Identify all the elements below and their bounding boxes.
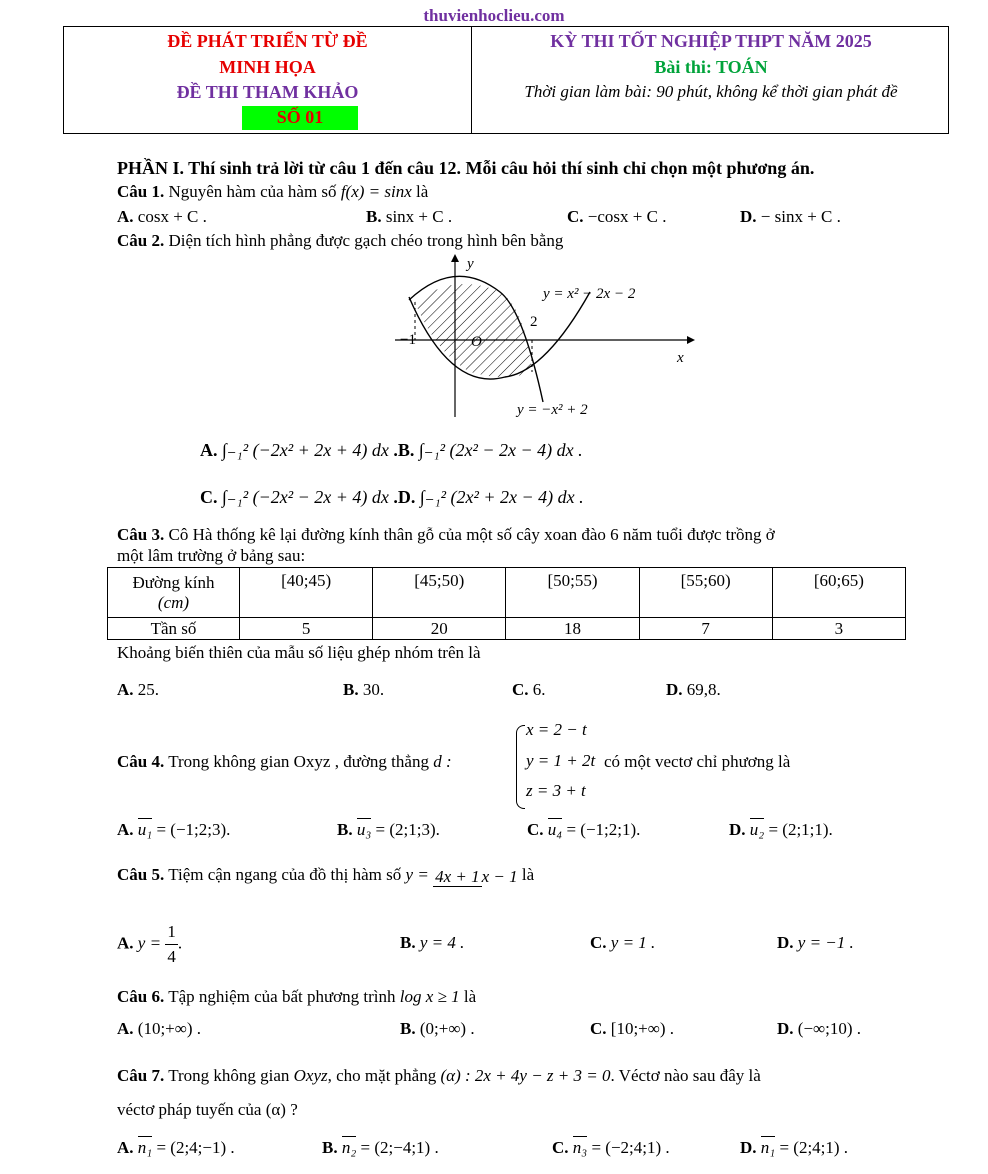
q4-option-c bbox=[527, 820, 640, 840]
q7-option-d bbox=[740, 1138, 848, 1158]
q5-option-d bbox=[777, 933, 854, 953]
q7-option-c-vector: n₃ bbox=[572, 1138, 588, 1157]
q3-option-a-text: 25. bbox=[137, 680, 160, 699]
table-cell: 18 bbox=[506, 618, 639, 640]
q2-options-row1 bbox=[200, 440, 583, 461]
q5-label: Câu 5. bbox=[117, 865, 165, 884]
q5-option-a-fraction bbox=[165, 920, 178, 969]
q1-option-b-letter: B. bbox=[366, 207, 382, 226]
question-3 bbox=[117, 525, 775, 545]
table-row-intervals bbox=[108, 568, 906, 618]
q1-option-a bbox=[117, 207, 207, 227]
q6-option-c-letter: C. bbox=[590, 1019, 607, 1038]
table-cell: 20 bbox=[373, 618, 506, 640]
q2-options-row2 bbox=[200, 487, 584, 508]
site-banner: thuvienhoclieu.com bbox=[423, 6, 565, 25]
q1-label: Câu 1. bbox=[117, 182, 165, 201]
table-cell: 3 bbox=[772, 618, 905, 640]
q6-option-d bbox=[777, 1019, 861, 1039]
q7-option-b bbox=[322, 1138, 439, 1158]
q3-option-d bbox=[666, 680, 721, 700]
q7-option-b-letter: B. bbox=[322, 1138, 338, 1157]
tick-neg1-label: −1 bbox=[400, 332, 416, 348]
q4-option-d bbox=[729, 820, 833, 840]
q4-system-brace bbox=[516, 725, 525, 809]
q6-option-c-text: [10;+∞) . bbox=[610, 1019, 675, 1038]
q5-numerator: 4x + 1 bbox=[435, 866, 480, 886]
question-2 bbox=[117, 231, 563, 251]
q5-option-a: A. y = $\frac{1}{4}$ . bbox=[117, 920, 182, 969]
table-cell: [45;50) bbox=[373, 568, 506, 618]
q4-eq-y: y = 1 + 2t bbox=[526, 751, 596, 770]
y-axis-label: y bbox=[467, 256, 474, 272]
q2-option-d-letter: .D. bbox=[393, 487, 416, 507]
q4-tail: có một vectơ chỉ phương là bbox=[604, 752, 791, 771]
q4-eq-z: z = 3 + t bbox=[526, 781, 586, 800]
question-7 bbox=[117, 1066, 761, 1086]
q6-option-a-letter: A. bbox=[117, 1019, 134, 1038]
q6-option-b-text: (0;+∞) . bbox=[419, 1019, 475, 1038]
q4-option-a-text: = (−1;2;3). bbox=[156, 820, 231, 839]
header-left-line3: ĐỀ THI THAM KHẢO bbox=[176, 82, 359, 102]
q1-option-a-text: cosx + C . bbox=[137, 207, 207, 226]
q6-option-a-text: (10;+∞) . bbox=[137, 1019, 202, 1038]
header-time: Thời gian làm bài: 90 phút, không kể thời gian phát đề bbox=[524, 82, 898, 101]
q1-tail: là bbox=[416, 182, 429, 201]
q3-option-c-text: 6. bbox=[532, 680, 546, 699]
q6-text: Tập nghiệm của bất phương trình bbox=[168, 987, 396, 1006]
table-row-frequency bbox=[108, 618, 906, 640]
table-cell: [60;65) bbox=[772, 568, 905, 618]
header-diameter-label: Đường kính bbox=[132, 572, 215, 592]
q6-label: Câu 6. bbox=[117, 987, 165, 1006]
table-cell: [50;55) bbox=[506, 568, 639, 618]
q3-text-line2: một lâm trường ở bảng sau: bbox=[117, 546, 306, 565]
q7-option-d-text: = (2;4;1) . bbox=[779, 1138, 849, 1157]
q4-eq-x: x = 2 − t bbox=[526, 720, 587, 739]
exam-number: SỐ 01 bbox=[276, 107, 324, 127]
q5-option-b-text: y = 4 . bbox=[419, 933, 465, 952]
q6-option-b-letter: B. bbox=[400, 1019, 416, 1038]
q6-inequality: log x ≥ 1 bbox=[399, 987, 460, 1006]
q2-text: Diện tích hình phẳng được gạch chéo trong hình bên bằng bbox=[168, 231, 564, 250]
header-left-line2: MINH HỌA bbox=[219, 57, 316, 77]
q7-option-d-vector: n₁ bbox=[760, 1138, 776, 1157]
q3-option-b-letter: B. bbox=[343, 680, 359, 699]
hatched-region bbox=[415, 284, 532, 377]
q4-option-b-letter: B. bbox=[337, 820, 353, 839]
q7-label: Câu 7. bbox=[117, 1066, 165, 1085]
header-left-line1: ĐỀ PHÁT TRIỂN TỪ ĐỀ bbox=[167, 31, 368, 51]
q1-option-a-letter: A. bbox=[117, 207, 134, 226]
q2-option-a-text: ∫₋₁² (−2x² + 2x + 4) dx bbox=[222, 440, 389, 460]
q7-text2: , cho mặt phẳng bbox=[327, 1066, 437, 1085]
q7-oxyz: Oxyz bbox=[293, 1066, 328, 1085]
x-axis-label: x bbox=[677, 350, 684, 366]
q5-option-b-letter: B. bbox=[400, 933, 416, 952]
q5-tail: là bbox=[521, 865, 535, 884]
origin-label: O bbox=[471, 334, 482, 350]
q6-option-d-letter: D. bbox=[777, 1019, 794, 1038]
q7-option-c-text: = (−2;4;1) . bbox=[591, 1138, 670, 1157]
q3-option-d-letter: D. bbox=[666, 680, 683, 699]
q3-frequency-table bbox=[107, 567, 906, 640]
exam-header bbox=[63, 26, 949, 134]
q6-option-b bbox=[400, 1019, 475, 1039]
q3-option-b bbox=[343, 680, 384, 700]
q4-text: Trong không gian Oxyz , đường thẳng bbox=[168, 752, 429, 771]
q1-option-c bbox=[567, 207, 666, 227]
table-cell: 5 bbox=[240, 618, 373, 640]
q7-option-b-text: = (2;−4;1) . bbox=[360, 1138, 439, 1157]
q1-text: Nguyên hàm của hàm số bbox=[168, 182, 337, 201]
q5-option-d-text: y = −1 . bbox=[797, 933, 854, 952]
q2-option-c-letter: C. bbox=[200, 487, 218, 507]
q7-option-a-text: = (2;4;−1) . bbox=[156, 1138, 235, 1157]
q5-y: y = bbox=[405, 865, 429, 884]
q4-option-c-letter: C. bbox=[527, 820, 544, 839]
q7-option-a bbox=[117, 1138, 235, 1158]
q4-option-a-vector: u₁ bbox=[137, 820, 153, 839]
q4-option-a-letter: A. bbox=[117, 820, 134, 839]
y-axis-arrow bbox=[451, 254, 459, 262]
q1-option-b bbox=[366, 207, 452, 227]
header-right-title: KỲ THI TỐT NGHIỆP THPT NĂM 2025 bbox=[550, 31, 872, 51]
q1-option-b-text: sinx + C . bbox=[385, 207, 453, 226]
q4-option-b bbox=[337, 820, 440, 840]
q2-option-b-text: ∫₋₁² (2x² − 2x − 4) dx . bbox=[418, 440, 583, 460]
q1-option-d bbox=[740, 207, 841, 227]
q1-option-c-text: −cosx + C . bbox=[587, 207, 667, 226]
header-subject: Bài thi: TOÁN bbox=[654, 57, 768, 77]
q3-option-b-text: 30. bbox=[362, 680, 385, 699]
table-cell: 7 bbox=[639, 618, 772, 640]
q2-label: Câu 2. bbox=[117, 231, 165, 250]
q4-option-d-vector: u₂ bbox=[749, 820, 765, 839]
table-header-diameter bbox=[108, 568, 240, 618]
q7-option-c-letter: C. bbox=[552, 1138, 569, 1157]
q5-text: Tiệm cận ngang của đồ thị hàm số bbox=[168, 865, 402, 884]
question-1 bbox=[117, 182, 428, 202]
q3-option-d-text: 69,8. bbox=[686, 680, 721, 699]
q5-option-a-denominator: 4 bbox=[167, 947, 176, 966]
question-5 bbox=[117, 862, 534, 889]
q7-option-c bbox=[552, 1138, 670, 1158]
q7-option-a-vector: n₁ bbox=[137, 1138, 153, 1157]
q3-option-c bbox=[512, 680, 546, 700]
q4-option-b-vector: u₃ bbox=[356, 820, 372, 839]
q7-option-a-letter: A. bbox=[117, 1138, 134, 1157]
q4-option-a bbox=[117, 820, 230, 840]
q1-option-d-text: − sinx + C . bbox=[760, 207, 841, 226]
q7-text: Trong không gian bbox=[168, 1066, 290, 1085]
q2-option-b-letter: .B. bbox=[393, 440, 415, 460]
question-6 bbox=[117, 987, 476, 1007]
q5-denominator: x − 1 bbox=[481, 866, 518, 886]
q7-option-d-letter: D. bbox=[740, 1138, 757, 1157]
q6-option-c bbox=[590, 1019, 674, 1039]
q5-option-c-text: y = 1 . bbox=[610, 933, 656, 952]
q3-option-c-letter: C. bbox=[512, 680, 529, 699]
q4-option-c-text: = (−1;2;1). bbox=[566, 820, 641, 839]
tick-2-label: 2 bbox=[530, 314, 538, 330]
header-diameter-unit: (cm) bbox=[157, 592, 190, 612]
section-heading: PHẦN I. Thí sinh trả lời từ câu 1 đến câu 12. Mỗi câu hỏi thí sinh chỉ chọn một phương án. bbox=[117, 158, 815, 178]
q4-option-d-letter: D. bbox=[729, 820, 746, 839]
q5-fraction bbox=[433, 864, 518, 889]
q3-option-a bbox=[117, 680, 159, 700]
q2-graph bbox=[395, 252, 725, 422]
q7-line2: véctơ pháp tuyến của (α) ? bbox=[117, 1100, 298, 1119]
q6-tail: là bbox=[463, 987, 477, 1006]
x-axis-arrow bbox=[687, 336, 695, 344]
q4-option-d-text: = (2;1;1). bbox=[768, 820, 833, 839]
q1-function: f(x) = sinx bbox=[340, 182, 412, 201]
q2-option-a-letter: A. bbox=[200, 440, 218, 460]
q6-option-a bbox=[117, 1019, 201, 1039]
q1-option-c-letter: C. bbox=[567, 207, 584, 226]
q4-label: Câu 4. bbox=[117, 752, 165, 771]
q3-question: Khoảng biến thiên của mẫu số liệu ghép nhóm trên là bbox=[117, 643, 481, 662]
q6-option-d-text: (−∞;10) . bbox=[797, 1019, 862, 1038]
q3-text-line1: Cô Hà thống kê lại đường kính thân gỗ của một số cây xoan đào 6 năm tuổi được trồng ở bbox=[168, 525, 775, 544]
q4-option-b-text: = (2;1;3). bbox=[375, 820, 440, 839]
q3-label: Câu 3. bbox=[117, 525, 165, 544]
q3-option-a-letter: A. bbox=[117, 680, 134, 699]
q2-option-d-text: ∫₋₁² (2x² + 2x − 4) dx . bbox=[419, 487, 584, 507]
curve2-label: y = −x² + 2 bbox=[517, 402, 588, 418]
q5-option-c-letter: C. bbox=[590, 933, 607, 952]
q7-option-b-vector: n₂ bbox=[341, 1138, 357, 1157]
table-header-frequency: Tần số bbox=[108, 618, 240, 640]
q4-d: d : bbox=[433, 752, 452, 771]
q5-option-d-letter: D. bbox=[777, 933, 794, 952]
q1-option-d-letter: D. bbox=[740, 207, 757, 226]
q4-option-c-vector: u₄ bbox=[547, 820, 563, 839]
q5-option-b bbox=[400, 933, 464, 953]
q7-text3: . Véctơ nào sau đây là bbox=[610, 1066, 761, 1085]
curve1-label: y = x² − 2x − 2 bbox=[543, 286, 636, 302]
q5-option-a-numerator: 1 bbox=[165, 920, 178, 945]
q2-option-c-text: ∫₋₁² (−2x² − 2x + 4) dx bbox=[222, 487, 389, 507]
q5-option-c bbox=[590, 933, 655, 953]
table-cell: [55;60) bbox=[639, 568, 772, 618]
question-4 bbox=[117, 752, 452, 772]
table-cell: [40;45) bbox=[240, 568, 373, 618]
q5-option-a-text: y = bbox=[137, 933, 162, 953]
q7-plane: (α) : 2x + 4y − z + 3 = 0 bbox=[440, 1066, 611, 1085]
q5-option-a-letter: A. bbox=[117, 933, 134, 953]
